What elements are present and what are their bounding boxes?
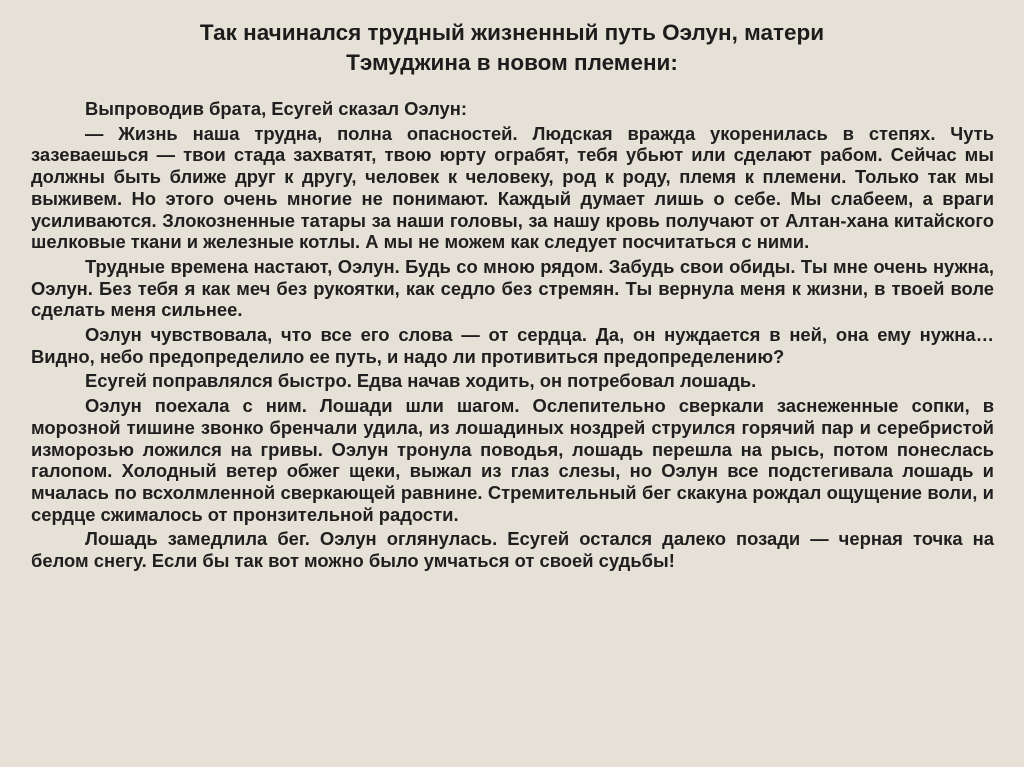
paragraph-4: Оэлун чувствовала, что все его слова — от сердца. Да, он нуждается в ней, она ему нужна… Видно, небо предопределило ее путь, и надо ли противиться предопределению? [31,324,994,367]
paragraph-7: Лошадь замедлила бег. Оэлун оглянулась. Есугей остался далеко позади — черная точка на белом снегу. Если бы так вот можно было умчаться от своей судьбы! [31,528,994,572]
slide-body [31,98,994,575]
paragraph-1: Выпроводив брата, Есугей сказал Оэлун: [85,98,468,119]
paragraph-2: — Жизнь наша трудна, полна опасностей. Людская вражда укоренилась в степях. Чуть зазеваешься — твои стада захватят, твою юрту ограбят, тебя убьют или сделают рабом. Сейчас мы должны быть ближе друг к другу, человек к человеку, род к роду, племя к племени. Только так мы выживем. Но этого очень многие не понимают. Каждый думает лишь о себе. Мы слабеем, а враги усиливаются. Злокозненные татары за наши головы, за нашу кровь получают от Алтан-хана китайского шелковые ткани и железные котлы. А мы не можем как следует посчитаться с ними. [31,122,994,253]
slide-title-line-1: Так начинался трудный жизненный путь Оэлун, матери [199,20,825,45]
slide-title [40,18,984,78]
paragraph-3: Трудные времена настают, Оэлун. Будь со мною рядом. Забудь свои обиды. Ты мне очень нужна, Оэлун. Без тебя я как меч без рукоятки, как седло без стремян. Ты вернула меня к жизни, в твоей воле сделать меня сильнее. [31,255,994,321]
paragraph-6: Оэлун поехала с ним. Лошади шли шагом. Ослепительно сверкали заснеженные сопки, в морозной тишине звонко бренчали удила, из лошадиных ноздрей струился горячий пар и серебристой изморозью ложился на гривы. Оэлун тронула поводья, лошадь перешла на рысь, потом понеслась галопом. Холодный ветер обжег щеки, выжал из глаз слезы, но Оэлун все подстегивала лошадь и мчалась по всхолмленной сверкающей равнине. Стремительный бег скакуна рождал ощущение воли, и сердце сжималось от пронзительной радости. [31,395,994,525]
paragraph-5: Есугей поправлялся быстро. Едва начав ходить, он потребовал лошадь. [85,370,757,392]
slide-title-line-2: Тэмуджина в новом племени: [346,50,678,75]
